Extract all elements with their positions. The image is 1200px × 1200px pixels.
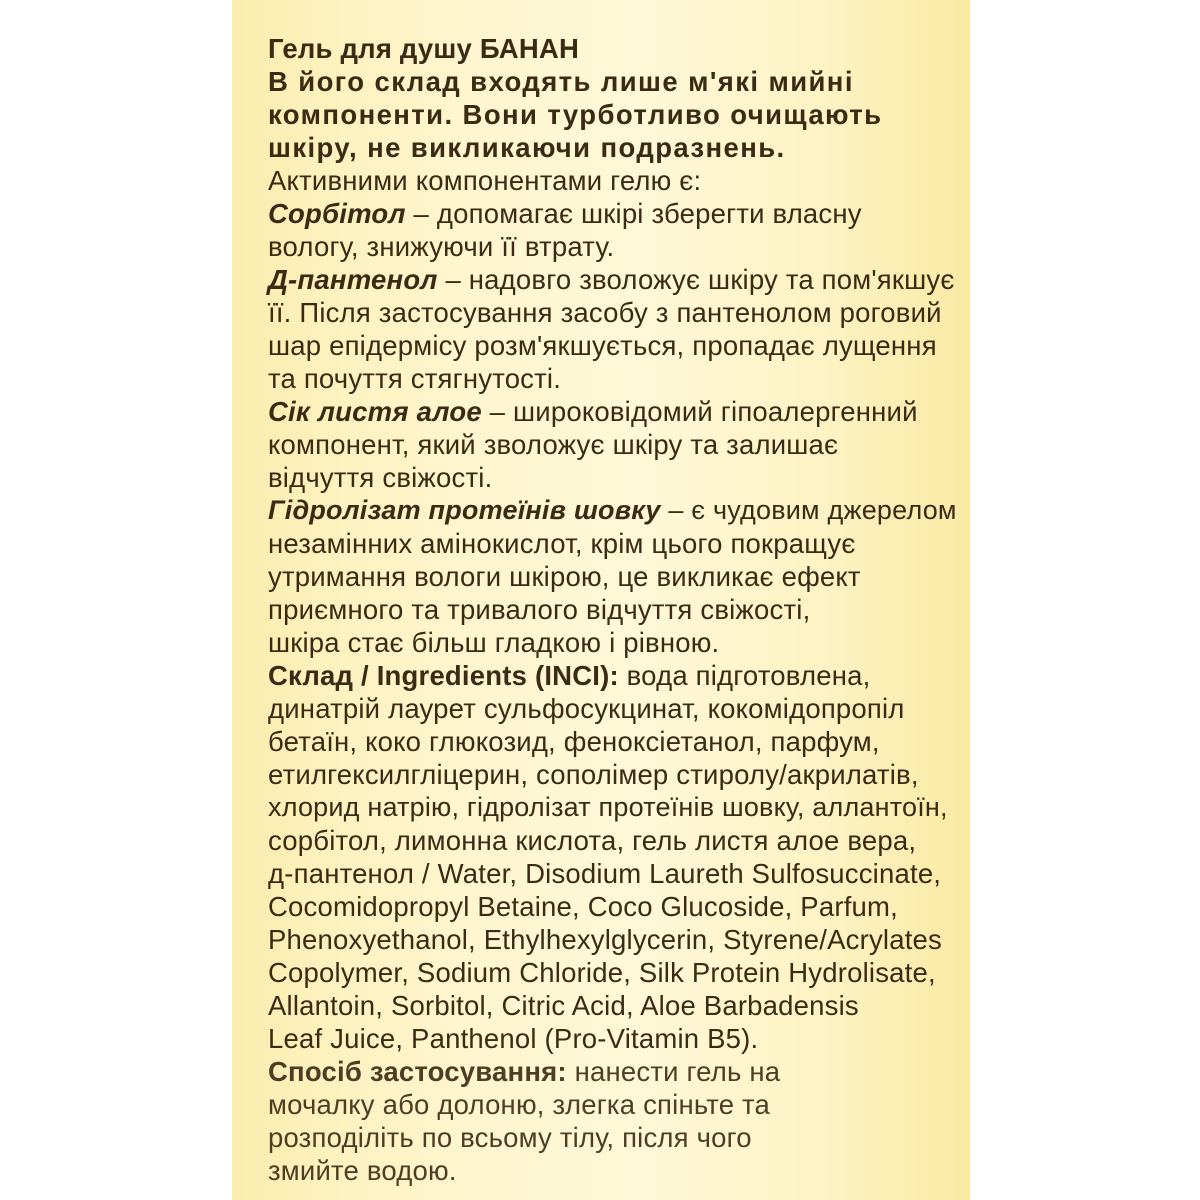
usage-line-2: мочалку або долоню, злегка спіньте та	[268, 1089, 771, 1120]
product-title: Гель для душу БАНАН	[268, 33, 580, 64]
label-text	[268, 32, 958, 1187]
sorbitol-line	[268, 197, 958, 230]
ingredients-line-4: етилгексилгліцерин, сополімер стиролу/акрилатів,	[268, 759, 919, 790]
silk-desc: – є чудовим джерелом	[660, 495, 957, 525]
silk-line-5: шкіра стає більш гладкою і рівною.	[268, 627, 720, 658]
aloe-line-2: компонент, який зволожує шкіру та залишає	[268, 429, 839, 460]
usage-line-3: розподіліть по всьому тілу, після чого	[268, 1122, 752, 1153]
silk-line	[268, 494, 958, 527]
panthenol-line-4: та почуття стягнутості.	[268, 363, 562, 394]
ingredients-line-12: Leaf Juice, Panthenol (Pro-Vitamin B5).	[268, 1023, 759, 1054]
intro-line: В його склад входять лише м'які мийні	[268, 66, 854, 97]
ingredients-heading: Склад / Ingredients (INCI):	[268, 660, 619, 691]
sorbitol-desc: – допомагає шкірі зберегти власну	[405, 198, 862, 229]
product-label	[232, 0, 970, 1200]
silk-line-3: утримання вологи шкірою, це викликає ефект	[268, 561, 861, 592]
active-heading: Активними компонентами гелю є:	[268, 165, 702, 196]
aloe-line-3: відчуття свіжості.	[268, 462, 493, 493]
usage-heading: Спосіб застосування:	[268, 1056, 567, 1087]
ingredients-line-5: хлорид натрію, гідролізат протеїнів шовку, аллантоїн,	[268, 792, 948, 822]
panthenol-line-2: її. Після застосування засобу з пантенолом роговий	[268, 297, 942, 328]
panthenol-desc: – надовго зволожує шкіру та пом'якшує	[437, 264, 955, 295]
panthenol-line	[268, 263, 958, 296]
intro-line: шкіру, не викликаючи подразнень.	[268, 132, 786, 163]
ingredients-line-6: сорбітол, лимонна кислота, гель листя алое вера,	[268, 825, 917, 856]
aloe-desc: – широковідомий гіпоалергенний	[481, 396, 918, 427]
ingredients-line	[268, 659, 958, 692]
usage-line	[268, 1055, 958, 1088]
aloe-line	[268, 395, 958, 428]
silk-line-2: незамінних амінокислот, крім цього покращує	[268, 528, 856, 559]
panthenol-name: Д-пантенол	[268, 264, 438, 295]
sorbitol-name: Сорбітол	[268, 198, 406, 229]
usage-start: нанести гель на	[566, 1056, 781, 1087]
panthenol-line-3: шар епідермісу розм'якшується, пропадає лущення	[268, 330, 937, 361]
intro-block	[268, 65, 958, 164]
ingredients-line-10: Copolymer, Sodium Chloride, Silk Protein Hydrolisate,	[268, 957, 936, 988]
silk-name: Гідролізат протеїнів шовку	[268, 495, 661, 525]
ingredients-line-8: Cocomidopropyl Betaine, Coco Glucoside, Parfum,	[268, 891, 898, 922]
ingredients-line-2: динатрій лаурет сульфосукцинат, кокомідопропіл	[268, 693, 905, 724]
ingredients-start: вода підготовлена,	[618, 660, 871, 691]
usage-line-4: змийте водою.	[268, 1155, 457, 1186]
ingredients-line-11: Allantoin, Sorbitol, Citric Acid, Aloe Barbadensis	[268, 990, 859, 1021]
silk-line-4: приємного та тривалого відчуття свіжості,	[268, 594, 811, 625]
ingredients-line-9: Phenoxyethanol, Ethylhexylglycerin, Styrene/Acrylates	[268, 924, 942, 955]
aloe-name: Сік листя алое	[268, 396, 482, 427]
ingredients-line-7: д-пантенол / Water, Disodium Laureth Sulfosuccinate,	[268, 858, 942, 889]
sorbitol-line-2: вологу, знижуючи її втрату.	[268, 231, 615, 262]
intro-line: компоненти. Вони турботливо очищають	[268, 99, 883, 130]
ingredients-line-3: бетаїн, коко глюкозид, феноксіетанол, парфум,	[268, 726, 880, 757]
